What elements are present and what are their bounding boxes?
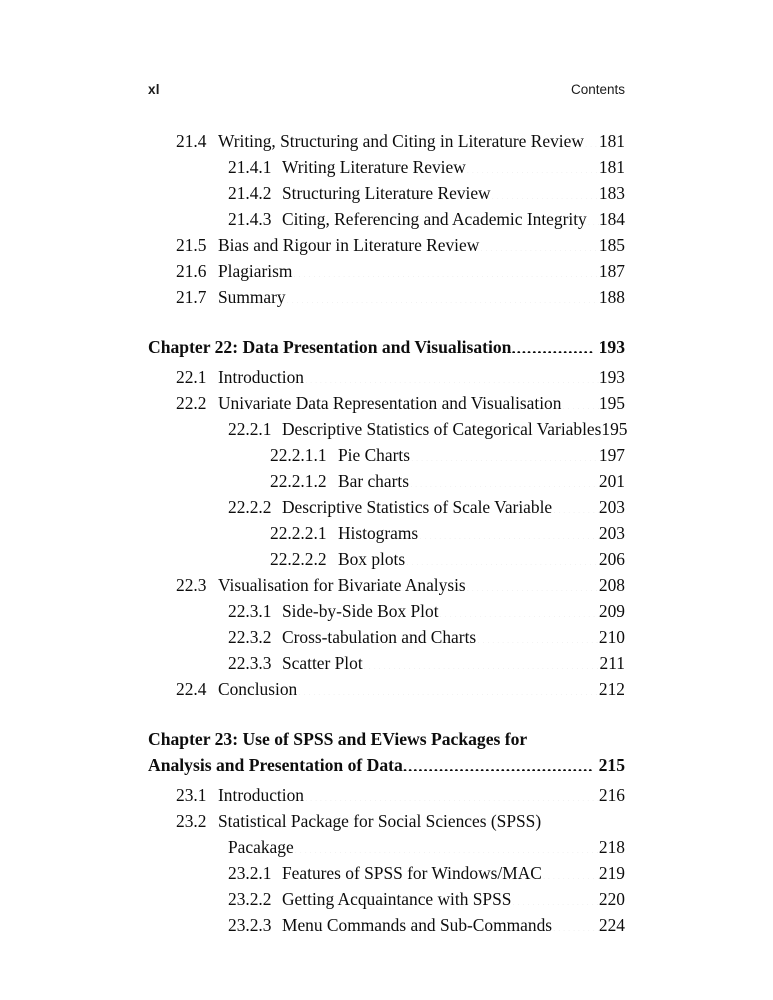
toc-entry-title: Bar charts bbox=[338, 471, 409, 491]
page-number: 215 bbox=[598, 755, 625, 775]
leader-dots bbox=[304, 366, 599, 383]
toc-entry[interactable] bbox=[0, 546, 773, 572]
toc-entry-title: Plagiarism bbox=[218, 261, 293, 281]
page-number: 195 bbox=[598, 393, 625, 413]
leader-dots bbox=[479, 234, 599, 251]
leader-dots bbox=[418, 522, 599, 539]
toc-entry-title: Box plots bbox=[338, 549, 406, 569]
leader-dots bbox=[405, 548, 599, 565]
toc-entry-number: 22.4 bbox=[176, 679, 207, 699]
toc-entry[interactable] bbox=[0, 364, 773, 390]
toc-entry-number: 21.4.3 bbox=[228, 209, 272, 229]
page-number: 224 bbox=[598, 915, 625, 935]
toc-entry-number: 23.2 bbox=[176, 811, 207, 831]
toc-entry-number: 22.2.2.1 bbox=[270, 523, 327, 543]
toc-entry-title: Writing, Structuring and Citing in Literature Review bbox=[218, 131, 584, 151]
table-of-contents bbox=[0, 128, 773, 938]
chapter-title: Chapter 23: Use of SPSS and EViews Packages for bbox=[148, 729, 528, 749]
toc-entry-title: Bias and Rigour in Literature Review bbox=[218, 235, 480, 255]
running-head bbox=[148, 82, 625, 102]
toc-entry-number: 22.1 bbox=[176, 367, 207, 387]
toc-entry[interactable] bbox=[0, 416, 773, 442]
toc-entry-title: Cross-tabulation and Charts bbox=[282, 627, 477, 647]
leader-dots bbox=[466, 574, 599, 591]
page-number: 195 bbox=[601, 419, 628, 439]
toc-entry-number: 23.2.2 bbox=[228, 889, 272, 909]
toc-entry[interactable] bbox=[0, 258, 773, 284]
page-folio: xl bbox=[148, 82, 160, 97]
page-number: 210 bbox=[598, 627, 625, 647]
toc-entry-number: 22.2.1.1 bbox=[270, 445, 327, 465]
toc-entry-title: Features of SPSS for Windows/MAC bbox=[282, 863, 542, 883]
page-number: 187 bbox=[598, 261, 625, 281]
page-number: 206 bbox=[598, 549, 625, 569]
leader-dots bbox=[511, 888, 598, 905]
toc-entry[interactable] bbox=[0, 808, 773, 834]
leader-dots bbox=[584, 130, 599, 147]
toc-entry-title: Citing, Referencing and Academic Integrity bbox=[282, 209, 587, 229]
leader-dots bbox=[439, 600, 599, 617]
toc-entry-number: 21.4.1 bbox=[228, 157, 272, 177]
leader-dots bbox=[476, 626, 599, 643]
toc-entry-number: 22.2 bbox=[176, 393, 207, 413]
toc-entry[interactable] bbox=[0, 284, 773, 310]
toc-entry-number: 21.7 bbox=[176, 287, 207, 307]
leader-dots bbox=[403, 753, 593, 771]
chapter-heading-entry[interactable] bbox=[0, 334, 773, 360]
leader-dots bbox=[466, 156, 599, 173]
chapter-spacer-top bbox=[0, 702, 773, 726]
toc-entry[interactable] bbox=[0, 624, 773, 650]
leader-dots bbox=[286, 286, 599, 303]
toc-entry-title: Univariate Data Representation and Visualisation bbox=[218, 393, 562, 413]
page-number: 181 bbox=[598, 131, 625, 151]
page-number: 211 bbox=[599, 653, 625, 673]
toc-entry[interactable] bbox=[0, 912, 773, 938]
running-head-title: Contents bbox=[570, 82, 625, 97]
page-number: 212 bbox=[598, 679, 625, 699]
toc-entry[interactable] bbox=[0, 494, 773, 520]
toc-entry-title: Structuring Literature Review bbox=[282, 183, 491, 203]
toc-entry-number: 21.6 bbox=[176, 261, 207, 281]
toc-entry-title: Side-by-Side Box Plot bbox=[282, 601, 439, 621]
toc-entry[interactable] bbox=[0, 676, 773, 702]
page-number: 203 bbox=[598, 497, 625, 517]
toc-entry-number: 23.2.3 bbox=[228, 915, 272, 935]
leader-dots bbox=[304, 784, 599, 801]
leader-dots bbox=[542, 862, 599, 879]
toc-entry-number: 22.3.1 bbox=[228, 601, 272, 621]
toc-entry[interactable] bbox=[0, 520, 773, 546]
page-number: 185 bbox=[598, 235, 625, 255]
leader-dots bbox=[292, 260, 599, 277]
chapter-title: Chapter 22: Data Presentation and Visualisation bbox=[148, 337, 512, 357]
toc-entry[interactable] bbox=[0, 442, 773, 468]
toc-entry-title: Introduction bbox=[218, 785, 304, 805]
toc-entry-title: Introduction bbox=[218, 367, 304, 387]
toc-entry[interactable] bbox=[0, 390, 773, 416]
toc-entry-number: 21.5 bbox=[176, 235, 207, 255]
toc-entry-title: Writing Literature Review bbox=[282, 157, 466, 177]
toc-entry[interactable] bbox=[0, 860, 773, 886]
toc-entry-number: 21.4 bbox=[176, 131, 207, 151]
leader-dots bbox=[587, 208, 599, 225]
leader-dots bbox=[409, 470, 599, 487]
leader-dots bbox=[297, 678, 599, 695]
leader-dots bbox=[511, 335, 592, 353]
page-number: 208 bbox=[598, 575, 625, 595]
page-number: 181 bbox=[598, 157, 625, 177]
leader-dots bbox=[552, 914, 599, 931]
toc-entry[interactable] bbox=[0, 154, 773, 180]
page-number: 203 bbox=[598, 523, 625, 543]
page-number: 188 bbox=[598, 287, 625, 307]
toc-entry-title: Scatter Plot bbox=[282, 653, 363, 673]
chapter-spacer-top bbox=[0, 310, 773, 334]
page-number: 183 bbox=[598, 183, 625, 203]
toc-entry-number: 23.2.1 bbox=[228, 863, 272, 883]
toc-entry-continuation[interactable] bbox=[0, 834, 773, 860]
chapter-heading-line[interactable] bbox=[0, 752, 773, 778]
toc-entry[interactable] bbox=[0, 128, 773, 154]
page-number: 220 bbox=[598, 889, 625, 909]
page-number: 218 bbox=[598, 837, 625, 857]
toc-entry-title-continuation: Pacakage bbox=[228, 837, 294, 857]
toc-entry[interactable] bbox=[0, 206, 773, 232]
toc-entry-title: Descriptive Statistics of Scale Variable bbox=[282, 497, 553, 517]
toc-entry[interactable] bbox=[0, 468, 773, 494]
toc-entry-number: 22.2.1.2 bbox=[270, 471, 327, 491]
leader-dots bbox=[491, 182, 599, 199]
toc-entry-title: Conclusion bbox=[218, 679, 298, 699]
toc-entry[interactable] bbox=[0, 232, 773, 258]
toc-entry-title: Menu Commands and Sub-Commands bbox=[282, 915, 553, 935]
toc-entry-number: 22.2.1 bbox=[228, 419, 272, 439]
toc-entry[interactable] bbox=[0, 180, 773, 206]
toc-entry-number: 22.3.3 bbox=[228, 653, 272, 673]
page-number: 216 bbox=[598, 785, 625, 805]
toc-entry-number: 22.3 bbox=[176, 575, 207, 595]
leader-dots bbox=[561, 392, 598, 409]
page-number: 193 bbox=[598, 367, 625, 387]
page-number: 197 bbox=[598, 445, 625, 465]
page-number: 201 bbox=[598, 471, 625, 491]
toc-entry-title: Histograms bbox=[338, 523, 419, 543]
page-number: 209 bbox=[598, 601, 625, 621]
leader-dots bbox=[410, 444, 599, 461]
leader-dots bbox=[363, 652, 600, 669]
toc-entry[interactable] bbox=[0, 650, 773, 676]
toc-entry-title: Pie Charts bbox=[338, 445, 410, 465]
toc-entry[interactable] bbox=[0, 598, 773, 624]
chapter-heading-line[interactable] bbox=[0, 726, 773, 752]
toc-entry[interactable] bbox=[0, 782, 773, 808]
page-number: 193 bbox=[598, 337, 625, 357]
toc-entry-title: Getting Acquaintance with SPSS bbox=[282, 889, 512, 909]
toc-entry-title: Visualisation for Bivariate Analysis bbox=[218, 575, 466, 595]
toc-entry-title: Descriptive Statistics of Categorical Variables bbox=[282, 419, 602, 439]
leader-dots bbox=[552, 496, 599, 513]
toc-entry-number: 23.1 bbox=[176, 785, 207, 805]
toc-entry[interactable] bbox=[0, 572, 773, 598]
toc-entry-number: 22.2.2 bbox=[228, 497, 272, 517]
toc-entry-title: Statistical Package for Social Sciences (SPSS) bbox=[218, 811, 542, 831]
toc-entry-number: 21.4.2 bbox=[228, 183, 272, 203]
toc-entry-title: Summary bbox=[218, 287, 286, 307]
toc-entry-number: 22.2.2.2 bbox=[270, 549, 327, 569]
page-number: 219 bbox=[598, 863, 625, 883]
toc-entry[interactable] bbox=[0, 886, 773, 912]
toc-entry-number: 22.3.2 bbox=[228, 627, 272, 647]
chapter-title-continuation: Analysis and Presentation of Data bbox=[148, 755, 403, 775]
leader-dots bbox=[294, 836, 599, 853]
page-number: 184 bbox=[598, 209, 625, 229]
